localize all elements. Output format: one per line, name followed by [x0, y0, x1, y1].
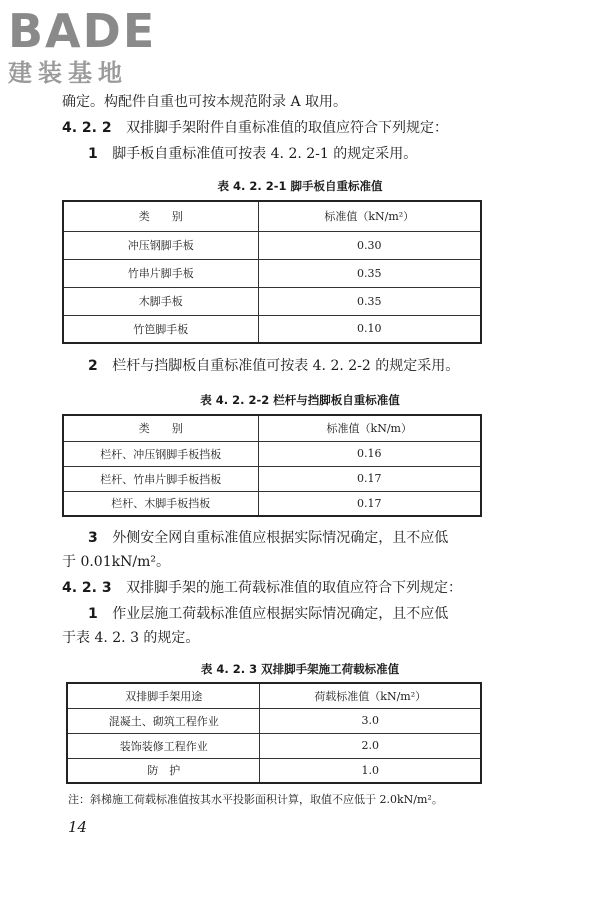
table-cell: 0.16	[258, 441, 481, 466]
section-4-2-2	[62, 118, 522, 138]
table-row	[63, 441, 481, 466]
table-row	[67, 733, 481, 758]
item-2	[88, 356, 548, 376]
item-3-continued: 于 0.01kN/m²。	[62, 554, 170, 570]
table-header-row	[63, 415, 481, 441]
header-cell: 类 别	[63, 201, 258, 231]
table-note: 注：斜梯施工荷载标准值按其水平投影面积计算，取值不应低于 2.0kN/m²。	[68, 793, 443, 806]
table-row	[67, 758, 481, 783]
section-4-2-3	[62, 578, 522, 598]
section-text: 双排脚手架的施工荷载标准值的取值应符合下列规定：	[126, 580, 463, 596]
item-text: 栏杆与挡脚板自重标准值可按表 4. 2. 2-2 的规定采用。	[112, 358, 460, 374]
table-cell: 竹笆脚手板	[63, 315, 258, 343]
table-row	[63, 491, 481, 516]
item-text: 作业层施工荷载标准值应根据实际情况确定，且不应低	[112, 606, 449, 622]
table-cell: 0.30	[258, 231, 481, 259]
table-cell: 木脚手板	[63, 287, 258, 315]
logo-sub: 建装基地	[8, 59, 128, 87]
table1	[62, 200, 482, 344]
table-row	[63, 315, 481, 343]
item-number: 1	[88, 146, 98, 162]
table-row	[63, 259, 481, 287]
table-cell: 2.0	[260, 733, 481, 758]
item-1	[88, 144, 548, 164]
table-cell: 0.10	[258, 315, 481, 343]
page-number: 14	[68, 818, 88, 836]
table2-caption: 表 4. 2. 2-2 栏杆与挡脚板自重标准值	[200, 393, 400, 407]
header-cell: 标准值（kN/m²）	[258, 201, 481, 231]
header-cell: 标准值（kN/m）	[258, 415, 481, 441]
table-cell: 0.35	[258, 287, 481, 315]
table-cell: 3.0	[260, 708, 481, 733]
table-row	[63, 231, 481, 259]
item-4-continued: 于表 4. 2. 3 的规定。	[62, 630, 200, 646]
table-cell: 栏杆、竹串片脚手板挡板	[63, 466, 258, 491]
logo-main: BADE	[8, 4, 157, 58]
table-header-row	[63, 201, 481, 231]
table-cell: 0.17	[258, 491, 481, 516]
item-text: 脚手板自重标准值可按表 4. 2. 2-1 的规定采用。	[112, 146, 418, 162]
table3-caption: 表 4. 2. 3 双排脚手架施工荷载标准值	[200, 662, 400, 676]
item-number: 2	[88, 358, 98, 374]
section-text: 双排脚手架附件自重标准值的取值应符合下列规定：	[126, 120, 449, 136]
item-4	[88, 604, 548, 624]
table-cell: 混凝土、砌筑工程作业	[67, 708, 260, 733]
table-cell: 冲压钢脚手板	[63, 231, 258, 259]
header-cell: 荷载标准值（kN/m²）	[260, 683, 481, 708]
table-row	[67, 708, 481, 733]
table-cell: 防 护	[67, 758, 260, 783]
item-3	[88, 528, 548, 548]
table2	[62, 414, 482, 517]
table-row	[63, 287, 481, 315]
header-cell: 双排脚手架用途	[67, 683, 260, 708]
item-number: 1	[88, 606, 98, 622]
table-cell: 0.35	[258, 259, 481, 287]
table-cell: 0.17	[258, 466, 481, 491]
paragraph-continued: 确定。构配件自重也可按本规范附录 A 取用。	[62, 94, 348, 110]
table3	[66, 682, 482, 784]
table-cell: 栏杆、冲压钢脚手板挡板	[63, 441, 258, 466]
table-cell: 栏杆、木脚手板挡板	[63, 491, 258, 516]
table-cell: 装饰装修工程作业	[67, 733, 260, 758]
table-header-row	[67, 683, 481, 708]
header-cell: 类 别	[63, 415, 258, 441]
section-number: 4. 2. 2	[62, 120, 112, 136]
item-text: 外侧安全网自重标准值应根据实际情况确定，且不应低	[112, 530, 449, 546]
table-row	[63, 466, 481, 491]
table-cell: 竹串片脚手板	[63, 259, 258, 287]
table-cell: 1.0	[260, 758, 481, 783]
item-number: 3	[88, 530, 98, 546]
logo	[8, 6, 183, 96]
table1-caption: 表 4. 2. 2-1 脚手板自重标准值	[217, 179, 383, 193]
section-number: 4. 2. 3	[62, 580, 112, 596]
